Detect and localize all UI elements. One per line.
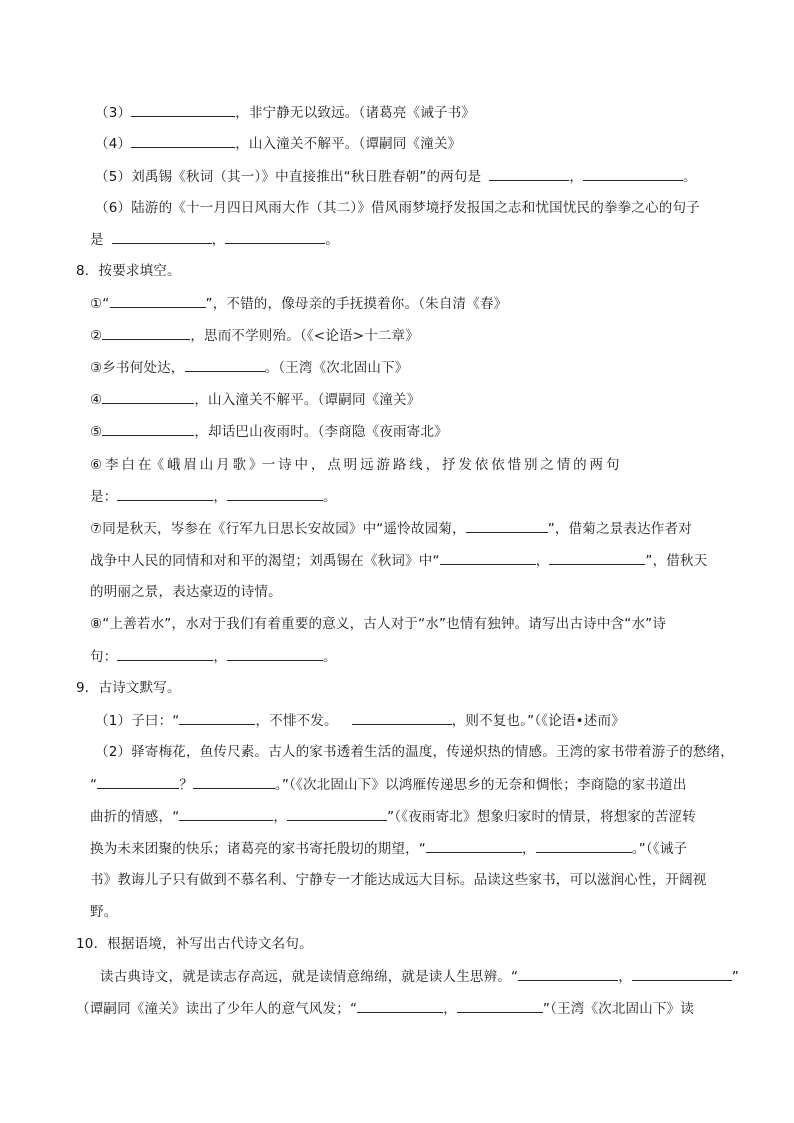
q8-item-4: ④ ，山入潼关不解平。（谭嗣同《潼关》 <box>90 389 420 410</box>
q8-item-7-line1: ⑦同是秋天，岑参在《行军九日思长安故园》中“遥怜故园菊， ”，借菊之景表达作者对 <box>90 518 692 539</box>
answer-blank[interactable] <box>102 325 190 340</box>
q7-item-3: （3） ，非宁静无以致远。（诸葛亮《诫子书》 <box>95 102 475 123</box>
answer-blank[interactable] <box>632 966 732 981</box>
answer-blank[interactable] <box>440 550 536 565</box>
answer-blank[interactable] <box>287 806 387 821</box>
q9-item-2-line4: 换为未来团聚的快乐；诸葛亮的家书寄托殷切的期望，“ ， 。”（《诫子 <box>90 838 687 859</box>
q7-item-6-line2: 是 ， 。 <box>90 229 339 250</box>
q9-item-2-line5: 书》教诲儿子只有做到不慕名利、宁静专一才能达成远大目标。品读这些家书，可以滋润心性，开阔视 <box>90 872 707 888</box>
answer-blank[interactable] <box>185 357 265 372</box>
q8-item-3: ③乡书何处达， 。（王湾《次北固山下》 <box>90 357 408 378</box>
q9-item-2-line3: 曲折的情感，“ ， ”（《夜雨寄北》想象归家时的情景，将想家的苦涩转 <box>90 806 696 827</box>
q9-item-2-line1: （2）驿寄梅花，鱼传尺素。古人的家书透着生活的温度，传递炽热的情感。王湾的家书带着游子的愁绪， <box>95 744 734 760</box>
q9-item-2-line6: 野。 <box>90 904 118 920</box>
q10-line2: （谭嗣同《潼关》读出了少年人的意气风发；“ ， ”（王湾《次北固山下》读 <box>76 998 694 1019</box>
q9-title: 9．古诗文默写。 <box>76 680 181 696</box>
q10-line1: 读古典诗文，就是读志存高远，就是读情意绵绵，就是读人生思辨。“ ， ” <box>100 966 739 987</box>
answer-blank[interactable] <box>489 166 569 181</box>
q8-item-5: ⑤ ，却话巴山夜雨时。（李商隐《夜雨寄北》 <box>90 421 448 442</box>
q7-item-4: （4） ，山入潼关不解平。（谭嗣同《潼关》 <box>95 133 461 154</box>
answer-blank[interactable] <box>117 486 213 501</box>
answer-blank[interactable] <box>117 646 213 661</box>
answer-blank[interactable] <box>227 646 323 661</box>
q8-item-8-line2: 句： ， 。 <box>90 646 337 667</box>
answer-blank[interactable] <box>179 710 255 725</box>
answer-blank[interactable] <box>549 550 645 565</box>
answer-blank[interactable] <box>102 389 194 404</box>
answer-blank[interactable] <box>179 806 273 821</box>
q8-item-6-line1: ⑥ 李 白 在《 峨 眉 山 月 歌 》一 诗 中 ， 点 明 远 游 路 线 ， 抒 发 依 依 惜 别 之 情 的 两 句 <box>90 457 619 473</box>
answer-blank[interactable] <box>97 774 179 789</box>
q8-item-2: ② ，思而不学则殆。（《<论语>十二章》 <box>90 325 419 346</box>
q7-item-5: （5）刘禹锡《秋词（其一）》中直接推出“秋日胜春朝”的两句是 ， 。 <box>95 166 697 187</box>
answer-blank[interactable] <box>457 998 543 1013</box>
q10-title: 10．根据语境，补写出古代诗文名句。 <box>76 936 313 952</box>
q8-item-7-line2: 战争中人民的同情和对和平的渴望；刘禹锡在《秋词》中“ ， ”，借秋天 <box>90 550 707 571</box>
q8-item-7-line3: 的明丽之景，表达豪迈的诗情。 <box>90 584 282 600</box>
q7-item-6-line1: （6）陆游的《十一月四日风雨大作（其二）》借风雨梦境抒发报国之志和忧国忧民的拳拳之心的句子 <box>95 200 700 216</box>
q8-item-1: ①“ ”，不错的，像母亲的手抚摸着你。（朱自清《春》 <box>90 293 507 314</box>
answer-blank[interactable] <box>227 486 323 501</box>
q8-item-8-line1: ⑧“上善若水”，水对于我们有着重要的意义，古人对于“水”也情有独钟。请写出古诗中含“水”诗 <box>90 616 667 632</box>
answer-blank[interactable] <box>131 102 235 117</box>
answer-blank[interactable] <box>131 133 235 148</box>
answer-blank[interactable] <box>110 293 206 308</box>
answer-blank[interactable] <box>193 774 275 789</box>
q8-title: 8．按要求填空。 <box>76 263 181 279</box>
answer-blank[interactable] <box>352 710 452 725</box>
answer-blank[interactable] <box>426 838 522 853</box>
answer-blank[interactable] <box>536 838 632 853</box>
q9-item-2-line2: “ ？ 。”（《次北固山下》以鸿雁传递思乡的无奈和惆怅；李商隐的家书道出 <box>90 774 687 795</box>
answer-blank[interactable] <box>102 421 194 436</box>
answer-blank[interactable] <box>518 966 618 981</box>
answer-blank[interactable] <box>357 998 443 1013</box>
answer-blank[interactable] <box>225 229 325 244</box>
answer-blank[interactable] <box>466 518 548 533</box>
q9-item-1: （1）子曰：“ ，不悱不发。 ，则不复也。”（《论语•述而》 <box>95 710 625 731</box>
answer-blank[interactable] <box>583 166 683 181</box>
answer-blank[interactable] <box>112 229 212 244</box>
q8-item-6-line2: 是： ， 。 <box>90 486 337 507</box>
